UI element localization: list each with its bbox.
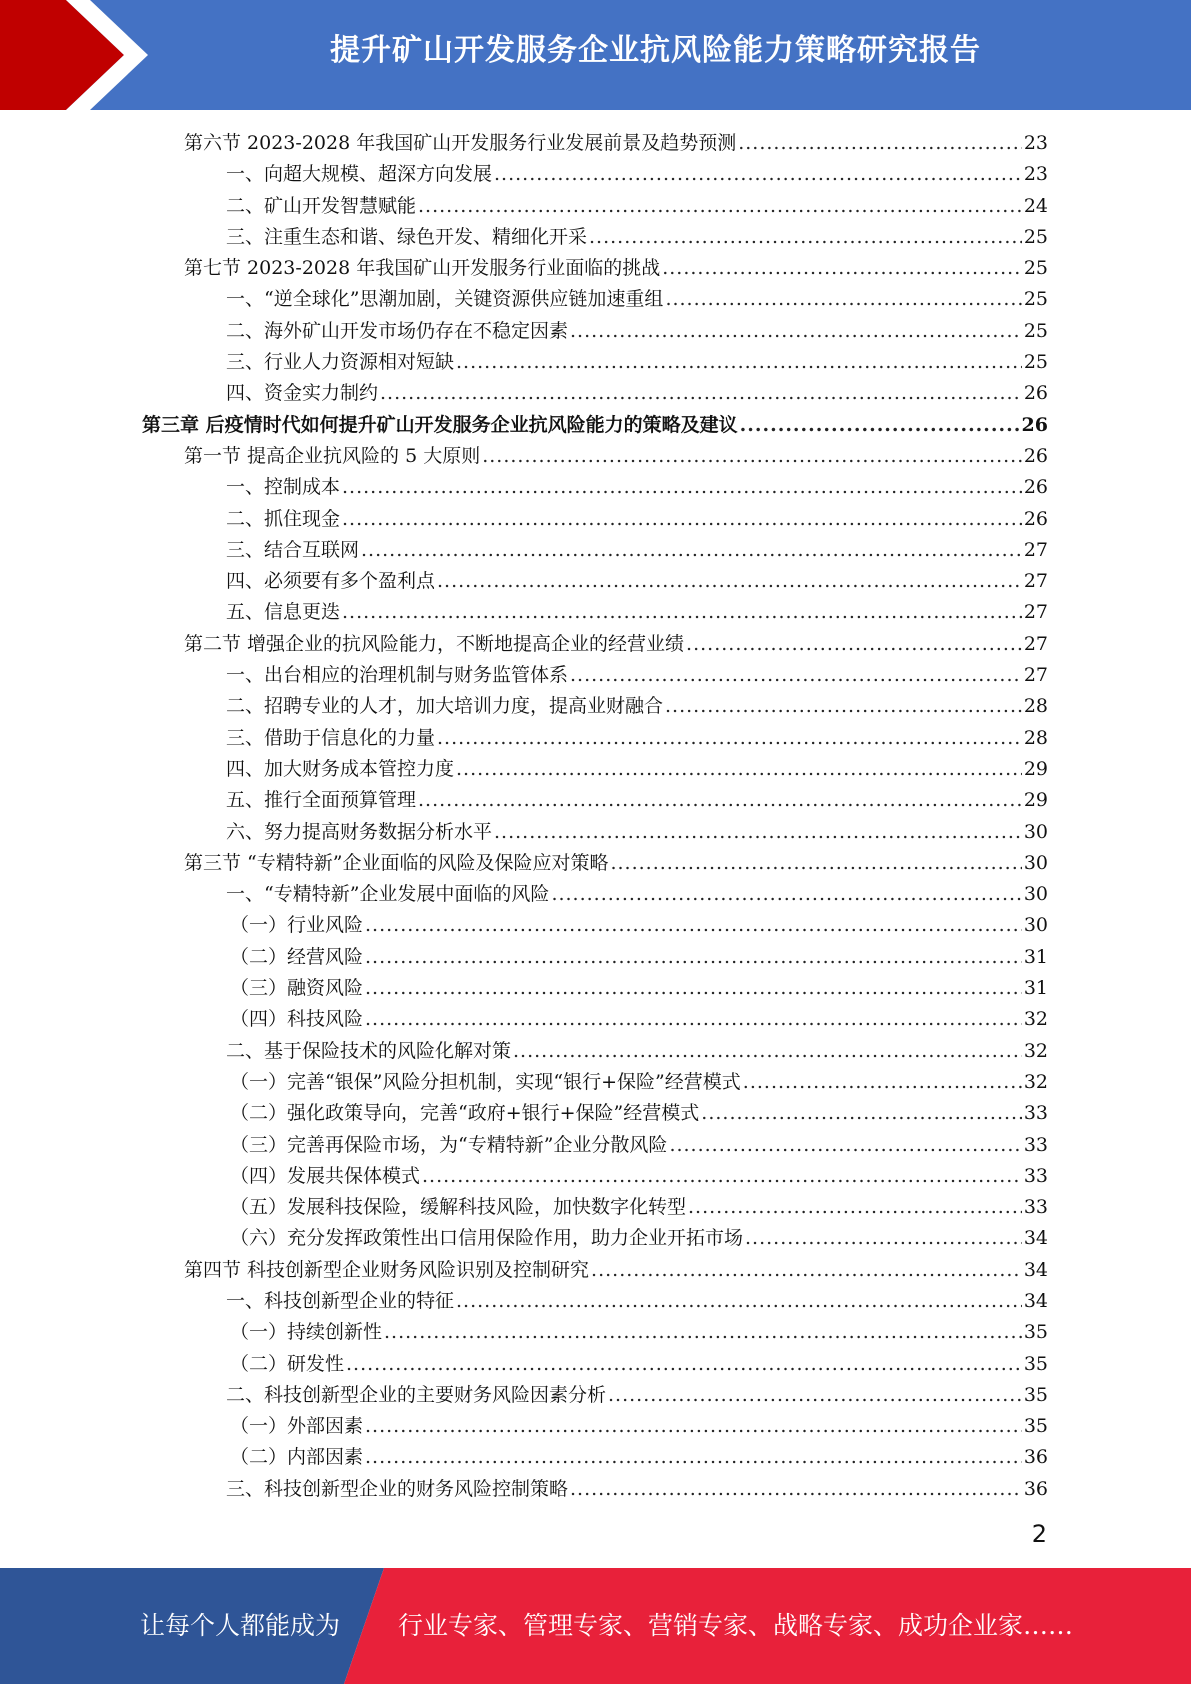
toc-entry[interactable] [142, 284, 1048, 315]
toc-entry-title: 五、信息更迭 [226, 601, 341, 624]
toc-entry[interactable] [142, 1474, 1048, 1505]
toc-dot-leader [365, 977, 1022, 999]
toc-entry-title: 二、招聘专业的人才，加大培训力度，提高业财融合 [226, 695, 664, 718]
toc-entry[interactable] [142, 910, 1048, 941]
toc-dot-leader [456, 758, 1022, 780]
toc-entry-title: 一、向超大规模、超深方向发展 [226, 163, 493, 186]
toc-entry-title: 二、矿山开发智慧赋能 [226, 194, 417, 217]
toc-dot-leader [437, 727, 1022, 749]
toc-entry-title: 第三章 后疫情时代如何提升矿山开发服务企业抗风险能力的策略及建议 [142, 413, 738, 436]
toc-entry[interactable] [142, 316, 1048, 347]
toc-entry-page: 26 [1021, 413, 1048, 436]
toc-dot-leader [384, 1321, 1022, 1343]
toc-entry-title: 第七节 2023-2028 年我国矿山开发服务行业面临的挑战 [184, 257, 661, 280]
toc-entry-page: 30 [1023, 883, 1048, 906]
toc-dot-leader [738, 132, 1022, 154]
toc-entry-title: 一、“逆全球化”思潮加剧，关键资源供应链加速重组 [226, 288, 664, 311]
toc-entry-title: 一、“专精特新”企业发展中面临的风险 [226, 883, 550, 906]
toc-entry[interactable] [142, 1317, 1048, 1348]
toc-entry[interactable] [142, 629, 1048, 660]
toc-entry-page: 36 [1023, 1446, 1048, 1469]
toc-dot-leader [342, 476, 1022, 498]
toc-dot-leader [743, 1071, 1022, 1093]
toc-dot-leader [365, 1446, 1022, 1468]
toc-entry-title: 一、科技创新型企业的特征 [226, 1289, 455, 1312]
toc-entry-page: 27 [1023, 538, 1048, 561]
toc-dot-leader [570, 320, 1022, 342]
toc-entry[interactable] [142, 942, 1048, 973]
toc-dot-leader [365, 1415, 1022, 1437]
toc-entry[interactable] [142, 378, 1048, 409]
toc-entry[interactable] [142, 159, 1048, 190]
toc-entry-page: 26 [1023, 476, 1048, 499]
toc-dot-leader [365, 1008, 1022, 1030]
toc-dot-leader [346, 1353, 1022, 1375]
page-number: 2 [1031, 1520, 1047, 1548]
toc-entry-title: （五）发展科技保险，缓解科技风险，加快数字化转型 [230, 1196, 687, 1219]
toc-entry-title: （六）充分发挥政策性出口信用保险作用，助力企业开拓市场 [230, 1227, 744, 1250]
toc-entry[interactable] [142, 848, 1048, 879]
toc-dot-leader [665, 695, 1022, 717]
toc-dot-leader [365, 914, 1022, 936]
toc-entry-page: 26 [1023, 382, 1048, 405]
toc-entry-title: 第一节 提高企业抗风险的 5 大原则 [184, 444, 481, 467]
toc-entry[interactable] [142, 1255, 1048, 1286]
toc-entry[interactable] [142, 879, 1048, 910]
toc-dot-leader [342, 601, 1022, 623]
toc-entry-page: 25 [1023, 288, 1048, 311]
toc-entry-page: 27 [1023, 570, 1048, 593]
toc-entry[interactable] [142, 1223, 1048, 1254]
toc-dot-leader [570, 1478, 1022, 1500]
toc-dot-leader [610, 852, 1021, 874]
toc-entry-page: 27 [1023, 601, 1048, 624]
toc-entry-title: （一）行业风险 [230, 914, 364, 937]
toc-entry[interactable] [142, 1192, 1048, 1223]
toc-entry-title: 三、借助于信息化的力量 [226, 726, 436, 749]
toc-entry-page: 33 [1023, 1164, 1048, 1187]
toc-entry-title: （二）强化政策导向，完善“政府+银行+保险”经营模式 [230, 1102, 700, 1125]
toc-entry-title: 六、努力提高财务数据分析水平 [226, 820, 493, 843]
toc-entry-title: 二、海外矿山开发市场仍存在不稳定因素 [226, 319, 569, 342]
toc-entry[interactable] [142, 1130, 1048, 1161]
toc-entry-page: 28 [1023, 726, 1048, 749]
toc-dot-leader [456, 351, 1022, 373]
toc-entry[interactable] [142, 1036, 1048, 1067]
toc-entry-title: 四、必须要有多个盈利点 [226, 570, 436, 593]
toc-entry[interactable] [142, 410, 1048, 441]
toc-dot-leader [418, 195, 1022, 217]
toc-entry-page: 26 [1023, 444, 1048, 467]
toc-entry-title: 一、出台相应的治理机制与财务监管体系 [226, 664, 569, 687]
toc-entry-page: 34 [1023, 1289, 1048, 1312]
toc-entry-page: 35 [1023, 1383, 1048, 1406]
toc-entry-title: 四、资金实力制约 [226, 382, 379, 405]
toc-dot-leader [688, 1196, 1022, 1218]
toc-entry-page: 34 [1023, 1258, 1048, 1281]
toc-entry[interactable] [142, 973, 1048, 1004]
toc-entry[interactable] [142, 1004, 1048, 1035]
toc-entry-title: 四、加大财务成本管控力度 [226, 757, 455, 780]
toc-dot-leader [591, 1259, 1022, 1281]
toc-dot-leader [365, 946, 1022, 968]
page-header [0, 0, 1191, 110]
toc-entry-page: 27 [1023, 632, 1048, 655]
toc-entry[interactable] [142, 1349, 1048, 1380]
toc-entry-title: 三、注重生态和谐、绿色开发、精细化开采 [226, 225, 588, 248]
toc-entry[interactable] [142, 1098, 1048, 1129]
footer-slogan-left: 让每个人都能成为 [140, 1611, 341, 1640]
toc-entry-page: 32 [1023, 1070, 1048, 1093]
toc-entry-title: （一）完善“银保”风险分担机制，实现“银行+保险”经营模式 [230, 1070, 741, 1093]
toc-entry[interactable] [142, 597, 1048, 628]
toc-dot-leader [380, 382, 1022, 404]
toc-dot-leader [551, 883, 1021, 905]
toc-entry[interactable] [142, 660, 1048, 691]
toc-dot-leader [418, 789, 1022, 811]
toc-entry[interactable] [142, 691, 1048, 722]
toc-entry[interactable] [142, 566, 1048, 597]
toc-entry-title: 三、科技创新型企业的财务风险控制策略 [226, 1477, 569, 1500]
toc-entry-page: 25 [1023, 319, 1048, 342]
toc-entry-page: 29 [1023, 757, 1048, 780]
toc-entry-title: （一）外部因素 [230, 1415, 364, 1438]
toc-dot-leader [665, 288, 1021, 310]
toc-entry-page: 26 [1023, 507, 1048, 530]
toc-entry-title: （三）融资风险 [230, 977, 364, 1000]
toc-entry[interactable] [142, 504, 1048, 535]
toc-entry-page: 25 [1023, 351, 1048, 374]
toc-dot-leader [361, 539, 1022, 561]
toc-entry[interactable] [142, 347, 1048, 378]
toc-entry[interactable] [142, 785, 1048, 816]
toc-entry-title: 二、基于保险技术的风险化解对策 [226, 1039, 512, 1062]
toc-entry-page: 32 [1023, 1008, 1048, 1031]
footer-slogan-right: 行业专家、管理专家、营销专家、战略专家、成功企业家…… [398, 1611, 1074, 1640]
toc-entry-page: 27 [1023, 664, 1048, 687]
toc-dot-leader [513, 1040, 1022, 1062]
toc-dot-leader [342, 508, 1022, 530]
toc-entry-title: 二、抓住现金 [226, 507, 341, 530]
toc-entry[interactable] [142, 1380, 1048, 1411]
toc-entry-title: 第三节 “专精特新”企业面临的风险及保险应对策略 [184, 851, 609, 874]
toc-entry[interactable] [142, 1067, 1048, 1098]
toc-entry-title: （二）内部因素 [230, 1446, 364, 1469]
toc-entry[interactable] [142, 1286, 1048, 1317]
toc-dot-leader [740, 414, 1020, 436]
toc-entry[interactable] [142, 723, 1048, 754]
toc-entry[interactable] [142, 441, 1048, 472]
toc-entry[interactable] [142, 472, 1048, 503]
toc-dot-leader [494, 163, 1022, 185]
toc-entry-title: （一）持续创新性 [230, 1321, 383, 1344]
toc-dot-leader [669, 1134, 1021, 1156]
toc-entry-title: （三）完善再保险市场，为“专精特新”企业分散风险 [230, 1133, 668, 1156]
toc-entry-title: （四）科技风险 [230, 1008, 364, 1031]
toc-dot-leader [701, 1102, 1022, 1124]
toc-dot-leader [608, 1384, 1022, 1406]
toc-entry-page: 25 [1023, 225, 1048, 248]
toc-dot-leader [662, 257, 1022, 279]
toc-entry-page: 35 [1023, 1352, 1048, 1375]
toc-entry-page: 25 [1023, 257, 1048, 280]
toc-entry[interactable] [142, 191, 1048, 222]
toc-entry-page: 31 [1023, 977, 1048, 1000]
toc-entry-title: 三、结合互联网 [226, 538, 360, 561]
toc-entry-page: 35 [1023, 1415, 1048, 1438]
toc-entry-title: （二）经营风险 [230, 945, 364, 968]
toc-entry-title: 五、推行全面预算管理 [226, 789, 417, 812]
toc-entry[interactable] [142, 253, 1048, 284]
toc-entry-title: 三、行业人力资源相对短缺 [226, 351, 455, 374]
toc-entry[interactable] [142, 754, 1048, 785]
toc-dot-leader [482, 445, 1022, 467]
toc-entry-page: 29 [1023, 789, 1048, 812]
table-of-contents [142, 128, 1048, 1505]
toc-entry-title: （二）研发性 [230, 1352, 345, 1375]
toc-dot-leader [745, 1227, 1022, 1249]
toc-entry-title: 第二节 增强企业的抗风险能力，不断地提高企业的经营业绩 [184, 632, 685, 655]
toc-dot-leader [456, 1290, 1022, 1312]
toc-entry-page: 36 [1023, 1477, 1048, 1500]
toc-entry[interactable] [142, 1411, 1048, 1442]
toc-entry-title: 一、控制成本 [226, 476, 341, 499]
toc-entry-page: 30 [1023, 914, 1048, 937]
toc-entry-title: 第六节 2023-2028 年我国矿山开发服务行业发展前景及趋势预测 [184, 132, 737, 154]
toc-dot-leader [437, 570, 1022, 592]
toc-entry[interactable] [142, 817, 1048, 848]
toc-entry[interactable] [142, 1161, 1048, 1192]
toc-entry-page: 34 [1023, 1227, 1048, 1250]
toc-entry-page: 33 [1023, 1102, 1048, 1125]
toc-dot-leader [494, 821, 1022, 843]
toc-entry-page: 32 [1023, 1039, 1048, 1062]
toc-entry[interactable] [142, 1442, 1048, 1473]
toc-entry-page: 33 [1023, 1133, 1048, 1156]
toc-entry-page: 24 [1023, 194, 1048, 217]
toc-dot-leader [422, 1165, 1022, 1187]
toc-entry[interactable] [142, 535, 1048, 566]
report-title: 提升矿山开发服务企业抗风险能力策略研究报告 [330, 33, 981, 68]
toc-dot-leader [589, 226, 1022, 248]
toc-entry[interactable] [142, 222, 1048, 253]
toc-entry-page: 30 [1023, 820, 1048, 843]
toc-entry-page: 30 [1023, 851, 1048, 874]
toc-dot-leader [570, 664, 1022, 686]
toc-entry-page: 31 [1023, 945, 1048, 968]
toc-entry-page: 28 [1023, 695, 1048, 718]
toc-entry-page: 23 [1023, 132, 1048, 154]
toc-entry-page: 23 [1023, 163, 1048, 186]
toc-entry-title: （四）发展共保体模式 [230, 1164, 421, 1187]
toc-entry-page: 35 [1023, 1321, 1048, 1344]
toc-dot-leader [686, 633, 1022, 655]
toc-entry-title: 第四节 科技创新型企业财务风险识别及控制研究 [184, 1258, 590, 1281]
toc-entry-page: 33 [1023, 1196, 1048, 1219]
page-footer [0, 1568, 1191, 1684]
toc-entry-title: 二、科技创新型企业的主要财务风险因素分析 [226, 1383, 607, 1406]
toc-entry[interactable] [142, 128, 1048, 159]
